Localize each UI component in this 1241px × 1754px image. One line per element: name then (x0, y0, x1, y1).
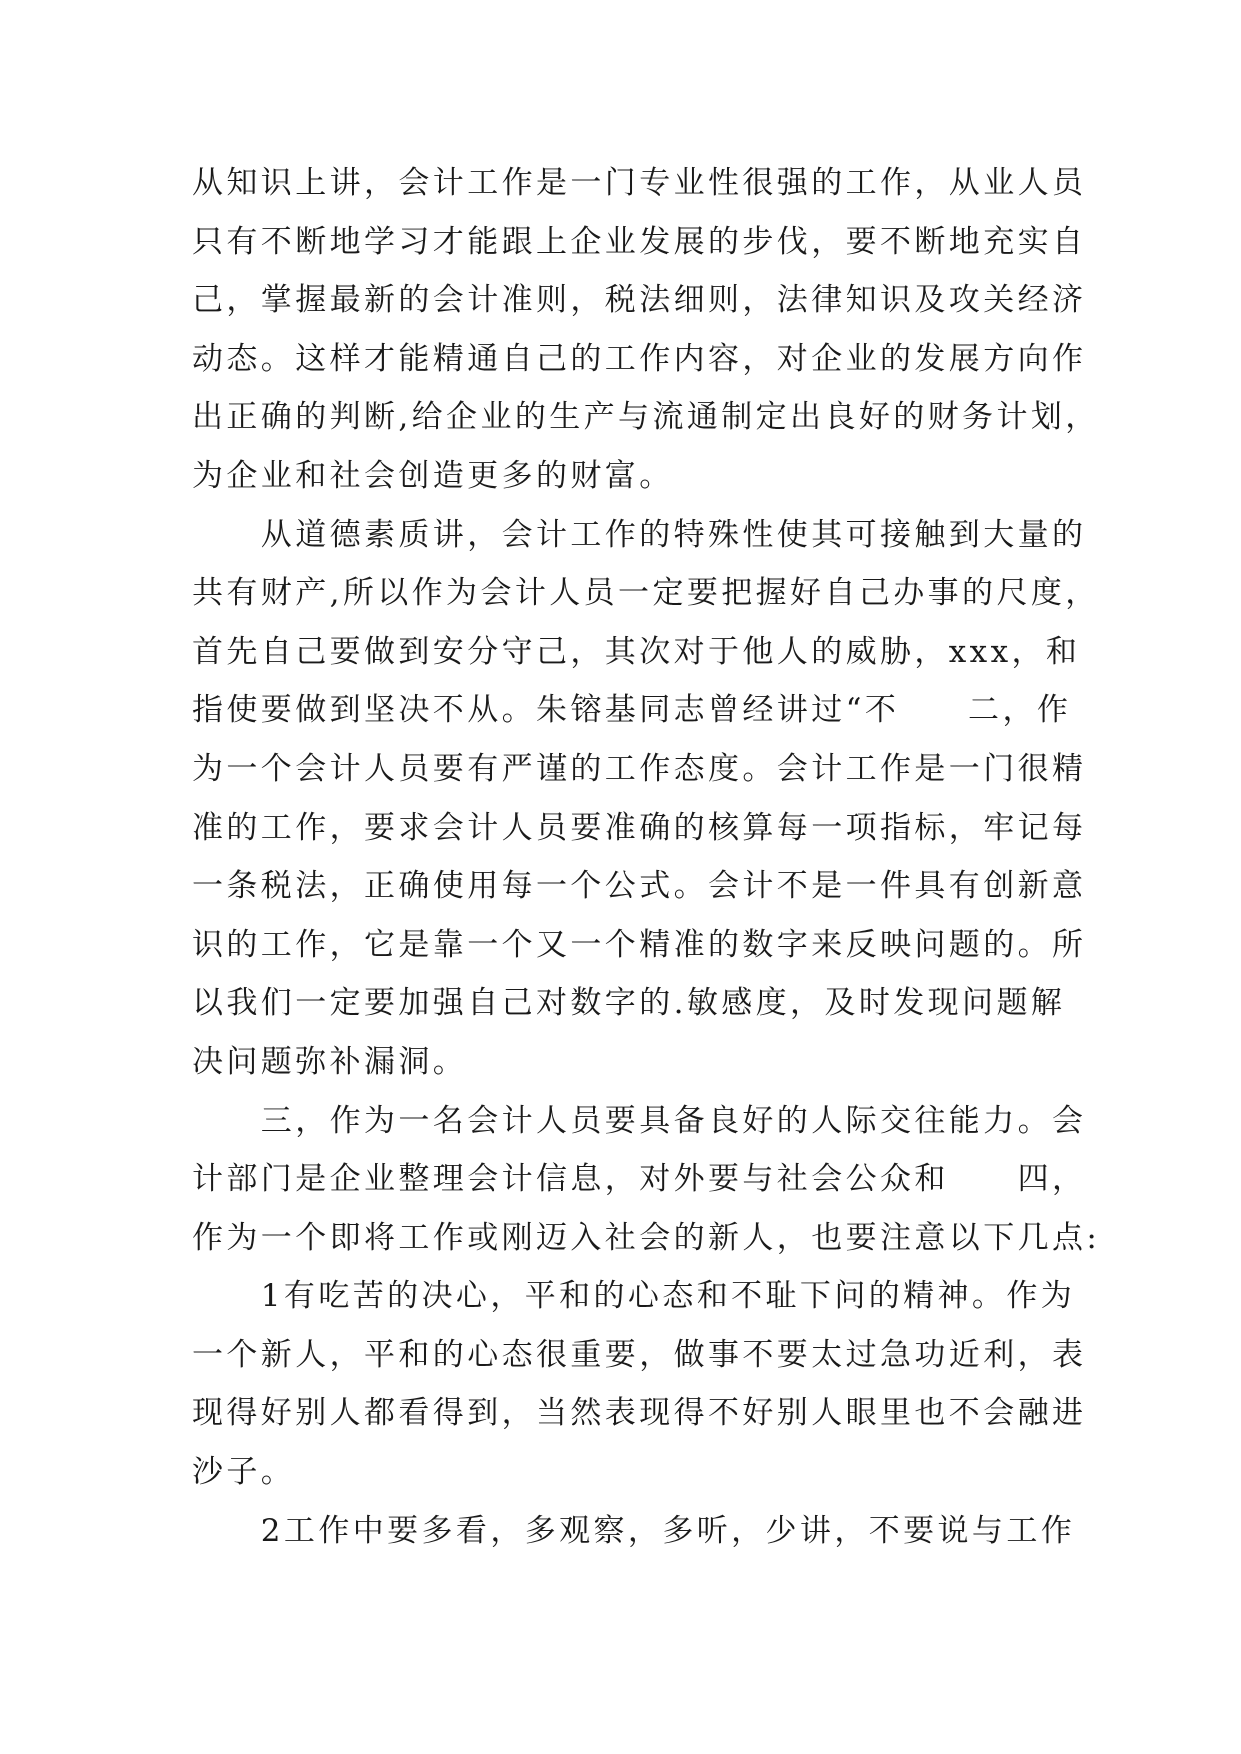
text-line-6: 为企业和社会创造更多的财富。 (192, 457, 674, 494)
text-line-2: 只有不断地学习才能跟上企业发展的步伐，要不断地充实自 (192, 223, 1087, 260)
body-text (192, 154, 1101, 1560)
text-line-16: 决问题弥补漏洞。 (192, 1043, 468, 1080)
text-line-9: 首先自己要做到安分守己，其次对于他人的威胁，xxx，和 (192, 633, 1081, 670)
text-line-22: 现得好别人都看得到，当然表现得不好别人眼里也不会融进 (192, 1395, 1087, 1432)
text-line-19: 作为一个即将工作或刚迈入社会的新人，也要注意以下几点: (192, 1219, 1101, 1256)
text-line-10: 指使要做到坚决不从。朱镕基同志曾经讲过“不 二，作 (192, 692, 1072, 729)
text-line-11: 为一个会计人员要有严谨的工作态度。会计工作是一门很精 (192, 750, 1087, 787)
text-line-20: 1有吃苦的决心，平和的心态和不耻下问的精神。作为 (192, 1278, 1076, 1315)
text-line-23: 沙子。 (192, 1454, 296, 1491)
text-line-12: 准的工作，要求会计人员要准确的核算每一项指标，牢记每 (192, 809, 1087, 846)
text-line-8: 共有财产,所以作为会计人员一定要把握好自己办事的尺度， (192, 575, 1100, 612)
text-line-7: 从道德素质讲，会计工作的特殊性使其可接触到大量的 (192, 516, 1087, 553)
text-line-21: 一个新人，平和的心态很重要，做事不要太过急功近利，表 (192, 1336, 1087, 1373)
text-line-5: 出正确的判断,给企业的生产与流通制定出良好的财务计划， (192, 399, 1100, 436)
text-line-4: 动态。这样才能精通自己的工作内容，对企业的发展方向作 (192, 340, 1087, 377)
text-line-13: 一条税法，正确使用每一个公式。会计不是一件具有创新意 (192, 868, 1087, 905)
text-line-17: 三，作为一名会计人员要具备良好的人际交往能力。会 (192, 1102, 1087, 1139)
text-line-1: 从知识上讲，会计工作是一门专业性很强的工作，从业人员 (192, 165, 1087, 201)
text-line-24: 2工作中要多看，多观察，多听，少讲，不要说与工作 (192, 1512, 1076, 1549)
text-line-3: 己，掌握最新的会计准则，税法细则，法律知识及攻关经济 (192, 282, 1087, 319)
text-line-14: 识的工作，它是靠一个又一个精准的数字来反映问题的。所 (192, 926, 1087, 963)
text-line-15: 以我们一定要加强自己对数字的.敏感度，及时发现问题解 (192, 985, 1066, 1022)
text-line-18: 计部门是企业整理会计信息，对外要与社会公众和 四， (192, 1161, 1087, 1198)
